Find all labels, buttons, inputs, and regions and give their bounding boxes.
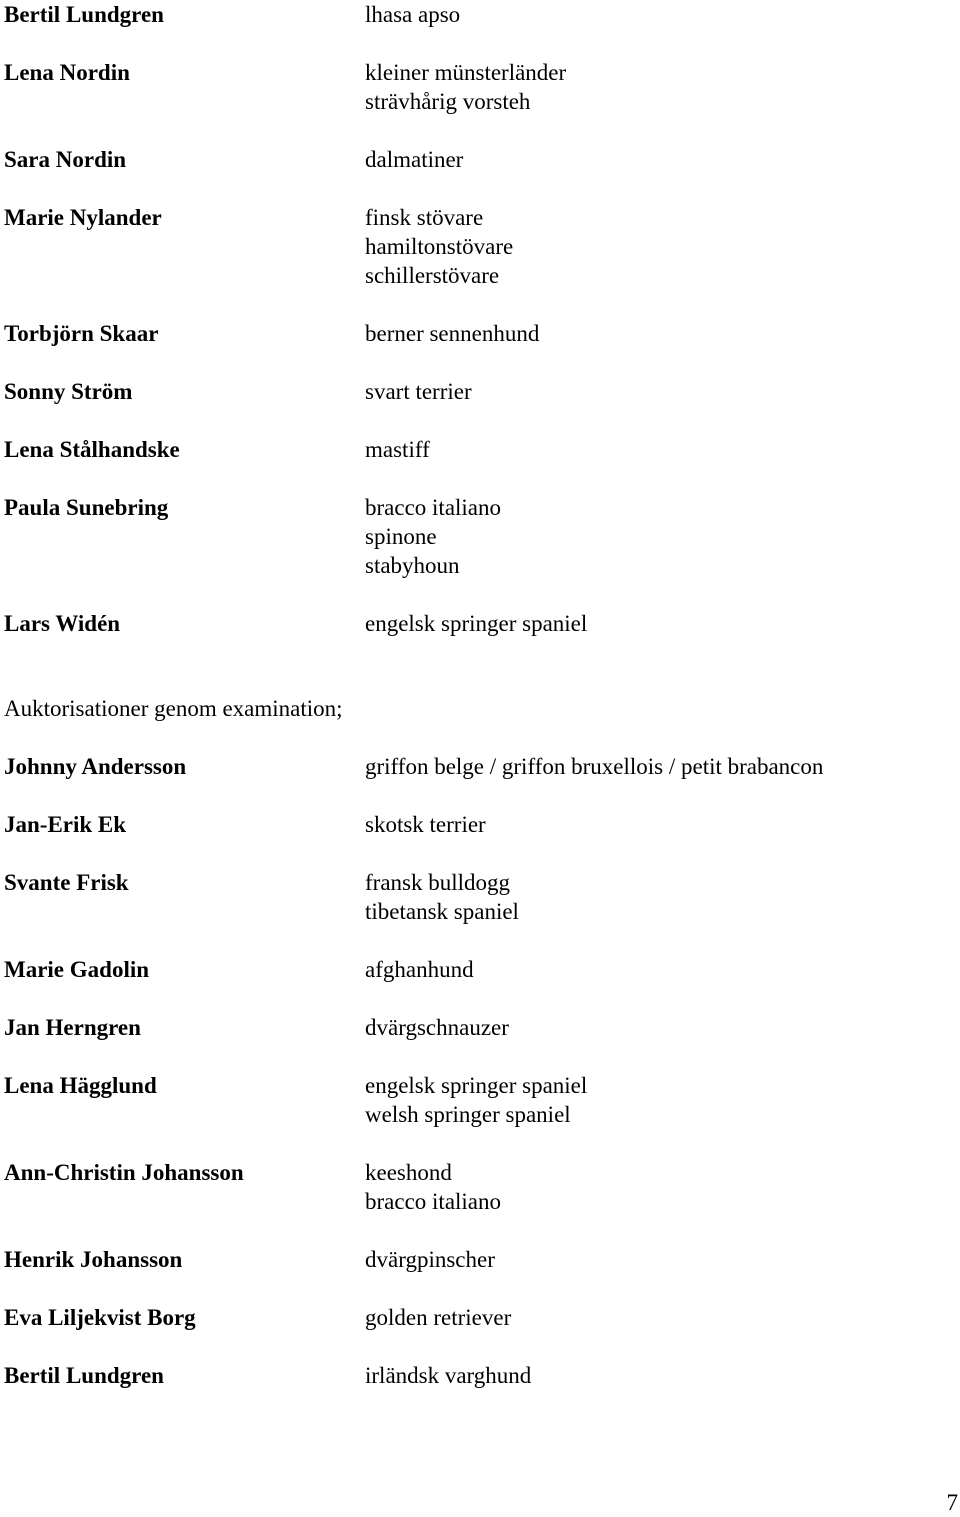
breed-item: dalmatiner: [365, 147, 464, 172]
breed-item: mastiff: [365, 437, 430, 462]
judge-row: [0, 955, 960, 984]
judge-name: Sonny Ström: [4, 379, 133, 404]
breed-list: [365, 145, 463, 174]
breed-item: afghanhund: [365, 957, 474, 982]
judge-row: [0, 145, 960, 174]
judge-name: Svante Frisk: [4, 870, 129, 895]
breed-item: bracco italiano: [365, 495, 502, 520]
breed-list: [365, 609, 587, 638]
judge-name: Sara Nordin: [4, 147, 127, 172]
judge-name: Lena Nordin: [4, 60, 130, 85]
breed-list: [365, 493, 501, 580]
judge-row: [0, 319, 960, 348]
judge-row: [0, 1013, 960, 1042]
breed-item: stabyhoun: [365, 553, 460, 578]
judge-name: Eva Liljekvist Borg: [4, 1305, 196, 1330]
judge-name: Ann-Christin Johansson: [4, 1160, 244, 1185]
breed-item: skotsk terrier: [365, 812, 486, 837]
judge-row: [0, 1245, 960, 1274]
breed-item: berner sennenhund: [365, 321, 540, 346]
judge-name: Bertil Lundgren: [4, 2, 164, 27]
breed-list: [365, 203, 513, 290]
judge-row: [0, 868, 960, 926]
breed-list: [365, 810, 486, 839]
judge-name: Jan-Erik Ek: [4, 812, 127, 837]
judge-row: [0, 752, 960, 781]
judge-name: Marie Nylander: [4, 205, 162, 230]
breed-item: welsh springer spaniel: [365, 1102, 571, 1127]
judge-row: [0, 58, 960, 116]
breed-list: [365, 752, 823, 781]
breed-item: bracco italiano: [365, 1189, 502, 1214]
judge-row: [0, 435, 960, 464]
breed-item: hamiltonstövare: [365, 234, 514, 259]
breed-item: fransk bulldogg: [365, 870, 511, 895]
breed-item: engelsk springer spaniel: [365, 611, 588, 636]
judge-row: [0, 203, 960, 290]
breed-item: finsk stövare: [365, 205, 484, 230]
breed-item: dvärgpinscher: [365, 1247, 495, 1272]
judge-row: [0, 1303, 960, 1332]
judge-list-examination: [0, 752, 960, 1419]
breed-item: kleiner münsterländer: [365, 60, 567, 85]
breed-item: dvärgschnauzer: [365, 1015, 509, 1040]
breed-list: [365, 1013, 509, 1042]
judge-name: Lena Stålhandske: [4, 437, 180, 462]
judge-name: Torbjörn Skaar: [4, 321, 159, 346]
breed-list: [365, 1158, 501, 1216]
breed-list: [365, 1303, 511, 1332]
judge-name: Johnny Andersson: [4, 754, 187, 779]
breed-list: [365, 1361, 531, 1390]
breed-item: schillerstövare: [365, 263, 500, 288]
breed-list: [365, 1071, 587, 1129]
judge-name: Henrik Johansson: [4, 1247, 183, 1272]
breed-list: [365, 868, 519, 926]
judge-row: [0, 377, 960, 406]
breed-item: griffon belge / griffon bruxellois / petit brabancon: [365, 754, 824, 779]
breed-item: engelsk springer spaniel: [365, 1073, 588, 1098]
breed-list: [365, 435, 430, 464]
breed-list: [365, 319, 539, 348]
breed-list: [365, 377, 472, 406]
judge-row: [0, 1361, 960, 1390]
judge-row: [0, 810, 960, 839]
breed-item: keeshond: [365, 1160, 452, 1185]
judge-row: [0, 0, 960, 29]
judge-name: Jan Herngren: [4, 1015, 141, 1040]
breed-list: [365, 1245, 495, 1274]
judge-name: Marie Gadolin: [4, 957, 150, 982]
breed-item: tibetansk spaniel: [365, 899, 519, 924]
breed-list: [365, 58, 566, 116]
judge-name: Bertil Lundgren: [4, 1363, 164, 1388]
breed-list: [365, 955, 474, 984]
breed-item: lhasa apso: [365, 2, 461, 27]
judge-row: [0, 493, 960, 580]
judge-row: [0, 1158, 960, 1216]
page-number: 7: [946, 1490, 958, 1515]
breed-item: spinone: [365, 524, 437, 549]
breed-list: [365, 0, 460, 29]
breed-item: irländsk varghund: [365, 1363, 532, 1388]
judge-name: Lena Hägglund: [4, 1073, 157, 1098]
examination-heading: Auktorisationer genom examination;: [4, 696, 343, 721]
judge-name: Lars Widén: [4, 611, 121, 636]
breed-item: golden retriever: [365, 1305, 512, 1330]
judge-row: [0, 1071, 960, 1129]
breed-item: strävhårig vorsteh: [365, 89, 531, 114]
breed-item: svart terrier: [365, 379, 472, 404]
judge-row: [0, 609, 960, 638]
judge-list-top: [0, 0, 960, 667]
judge-name: Paula Sunebring: [4, 495, 169, 520]
